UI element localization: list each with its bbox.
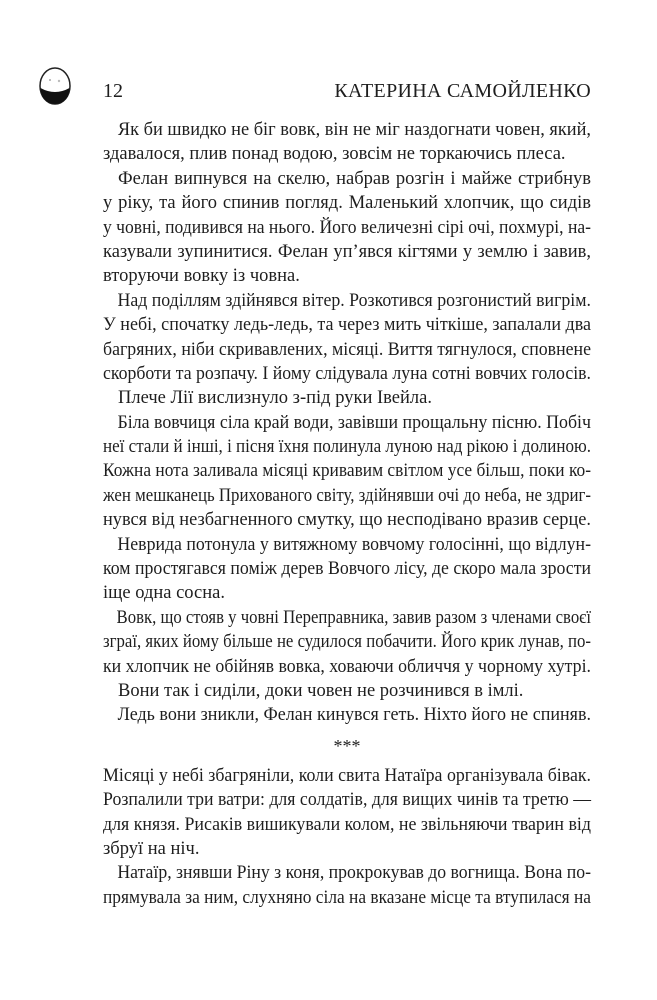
- paragraph: [103, 606, 591, 679]
- text-line: у ріку, та його спинив погляд. Маленький хлопчик, що сидів: [103, 193, 591, 214]
- paragraph: [103, 386, 591, 410]
- paragraph: [103, 167, 591, 289]
- text-line: вторуючи вовку із човна.: [103, 266, 300, 287]
- text-line: Кожна нота заливала місяці кривавим світлом усе більш, поки ко-: [103, 461, 591, 482]
- text-line: Фелан випнувся на скелю, набрав розгін і майже стрибнув: [118, 168, 591, 189]
- text-line: зграї, яких йому більше не судилося побачити. Його крик лунав, по-: [103, 632, 591, 653]
- text-line: ком простягався поміж дерев Вовчого лісу, де скоро мала зрости: [103, 559, 591, 580]
- paragraph: [103, 861, 591, 910]
- text-line: для князя. Рисаків вишикували колом, не звільняючи тварин від: [103, 814, 591, 835]
- text-line: Плече Лії вислизнуло з-під руки Івейла.: [118, 388, 432, 409]
- text-line: Біла вовчиця сіла край води, завівши прощальну пісню. Побіч: [117, 412, 591, 433]
- text-line: Як би швидко не біг вовк, він не міг наздогнати човен, який,: [117, 120, 591, 140]
- text-line: Розпалили три ватри: для солдатів, для вищих чинів та третю —: [103, 790, 591, 811]
- running-head: КАТЕРИНА САМОЙЛЕНКО: [334, 80, 591, 102]
- body-text: [103, 118, 591, 910]
- page-number: 12: [103, 80, 123, 102]
- paragraph: [103, 764, 591, 862]
- paragraph: [103, 679, 591, 703]
- paragraph: [103, 703, 591, 727]
- paragraph: [103, 289, 591, 387]
- paragraph: [103, 118, 591, 167]
- text-line: Над поділлям здійнявся вітер. Розкотився розгонистий вигрім.: [117, 290, 592, 311]
- text-line: неї стали й інші, і пісня їхня полинула луною над рікою і долиною.: [103, 437, 591, 458]
- text-line: жен мешканець Прихованого світу, здійнявши очі до неба, не здриг-: [103, 485, 591, 506]
- text-line: Вовк, що стояв у човні Переправника, завив разом з членами своєї: [116, 607, 591, 628]
- text-line: іще одна сосна.: [103, 583, 225, 604]
- moon-icon: [38, 66, 72, 106]
- text-line: здавалося, плив понад водою, зовсім не торкаючись плеса.: [103, 144, 566, 165]
- text-line: прямувала за ним, слухняно сіла на вказане місце та втупилася на: [103, 887, 591, 908]
- paragraph: [103, 411, 591, 533]
- text-line: казували зупинитися. Фелан уп’явся кігтями у землю і завив,: [103, 241, 591, 262]
- text-line: Вони так і сиділи, доки човен не розчинився в імлі.: [118, 680, 524, 701]
- text-line: нувся від незбагненного смутку, що несподівано вразив серце.: [103, 510, 591, 531]
- paragraph: [103, 533, 591, 606]
- text-line: Натаїр, знявши Ріну з коня, прокрокував до вогнища. Вона по-: [117, 863, 591, 884]
- text-line: У небі, спочатку ледь-ледь, та через мить чіткіше, запалали два: [103, 315, 591, 336]
- text-line: скорботи та розпачу. І йому слідувала луна сотні вовчих голосів.: [103, 363, 591, 384]
- section-separator: ***: [333, 735, 361, 756]
- text-line: Неврида потонула у витяжному вовчому голосінні, що відлун-: [117, 534, 592, 555]
- text-line: збруї на ніч.: [103, 838, 200, 859]
- text-line: у човні, подивився на нього. Його величезні сірі очі, похмурі, на-: [103, 217, 591, 238]
- text-line: ки хлопчик не обійняв вовка, ховаючи обличчя у чорному хутрі.: [103, 656, 591, 677]
- text-line: багряних, ніби скривавлених, місяці. Виття тягнулося, сповнене: [103, 339, 591, 360]
- text-line: Місяці у небі збагряніли, коли свита Натаїра організувала бівак.: [103, 765, 591, 786]
- text-line: Ледь вони зникли, Фелан кинувся геть. Ніхто його не спиняв.: [117, 705, 591, 726]
